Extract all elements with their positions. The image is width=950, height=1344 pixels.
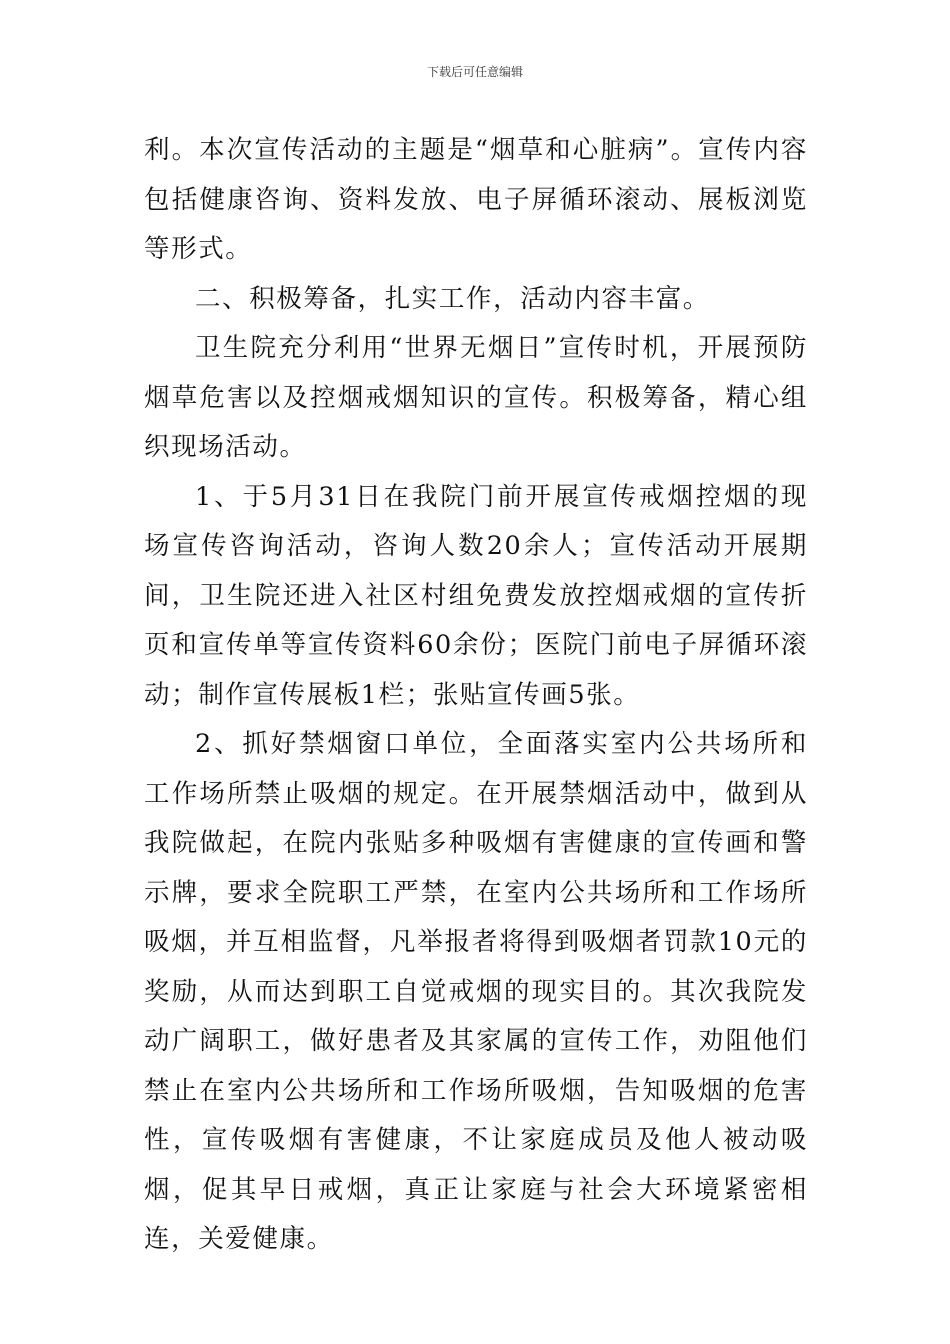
paragraph-continuation: 利。本次宣传活动的主题是“烟草和心脏病”。宣传内容包括健康咨询、资料发放、电子屏循环滚动、展板浏览等形式。 (144, 135, 808, 264)
paragraph-item-1: 1、于5月31日在我院门前开展宣传戒烟控烟的现场宣传咨询活动，咨询人数20余人；宣传活动开展期间，卫生院还进入社区村组免费发放控烟戒烟的宣传折页和宣传单等宣传资料60余份；医院门前电子屏循环滚动；制作宣传展板1栏；张贴宣传画5张。 (144, 481, 808, 710)
section-heading: 二、积极筹备，扎实工作，活动内容丰富。 (195, 283, 710, 314)
paragraph-item-2: 2、抓好禁烟窗口单位，全面落实室内公共场所和工作场所禁止吸烟的规定。在开展禁烟活动中，做到从我院做起，在院内张贴多种吸烟有害健康的宣传画和警示牌，要求全院职工严禁，在室内公共场所和工作场所吸烟，并互相监督，凡举报者将得到吸烟者罚款10元的奖励，从而达到职工自觉戒烟的现实目的。其次我院发动广阔职工，做好患者及其家属的宣传工作，劝阻他们禁止在室内公共场所和工作场所吸烟，告知吸烟的危害性，宣传吸烟有害健康，不让家庭成员及他人被动吸烟，促其早日戒烟，真正让家庭与社会大环境紧密相连，关爱健康。 (144, 729, 808, 1254)
page-header-note: 下载后可任意编辑 (426, 65, 523, 79)
paragraph-intro: 卫生院充分利用“世界无烟日”宣传时机，开展预防烟草危害以及控烟戒烟知识的宣传。积极筹备，精心组织现场活动。 (144, 333, 808, 462)
document-body (144, 126, 808, 1265)
